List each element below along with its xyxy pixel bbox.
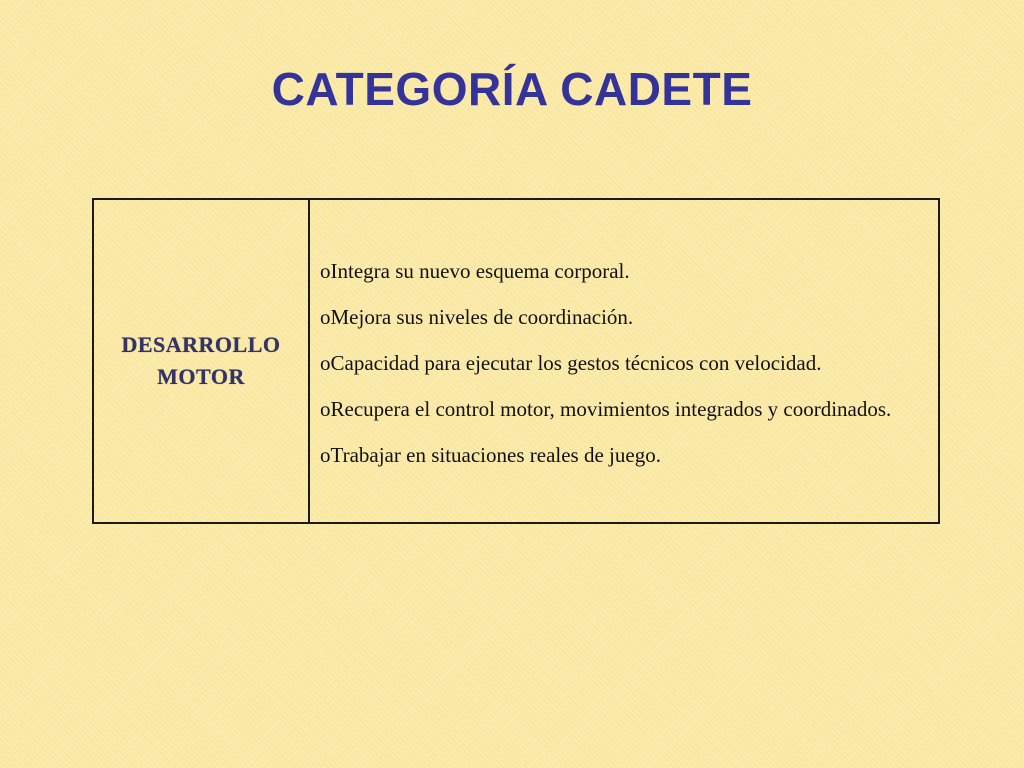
list-item-text: Trabajar en situaciones reales de juego. (330, 443, 661, 467)
bullet-marker: o (320, 397, 331, 421)
list-item (320, 386, 926, 432)
category-label-cell (93, 199, 309, 523)
bullet-marker: o (320, 351, 331, 375)
category-label-line1: DESARROLLO (121, 332, 281, 357)
bullet-marker: o (320, 259, 331, 283)
content-table (92, 198, 940, 524)
list-item-text: Mejora sus niveles de coordinación. (330, 305, 634, 329)
slide-title: CATEGORÍA CADETE (271, 63, 753, 115)
list-item-text: Integra su nuevo esquema corporal. (330, 259, 630, 283)
list-item (320, 340, 926, 386)
list-item (320, 294, 926, 340)
list-item (320, 432, 926, 478)
bullet-marker: o (320, 305, 331, 329)
bullet-list (320, 248, 926, 478)
category-label-line2: MOTOR (157, 364, 245, 389)
bullet-marker: o (320, 443, 331, 467)
table-row (93, 199, 939, 523)
list-item-text: Capacidad para ejecutar los gestos técnicos con velocidad. (330, 351, 822, 375)
list-item-text: Recupera el control motor, movimientos integrados y coordinados. (330, 397, 892, 421)
list-item (320, 248, 926, 294)
items-cell (309, 199, 939, 523)
